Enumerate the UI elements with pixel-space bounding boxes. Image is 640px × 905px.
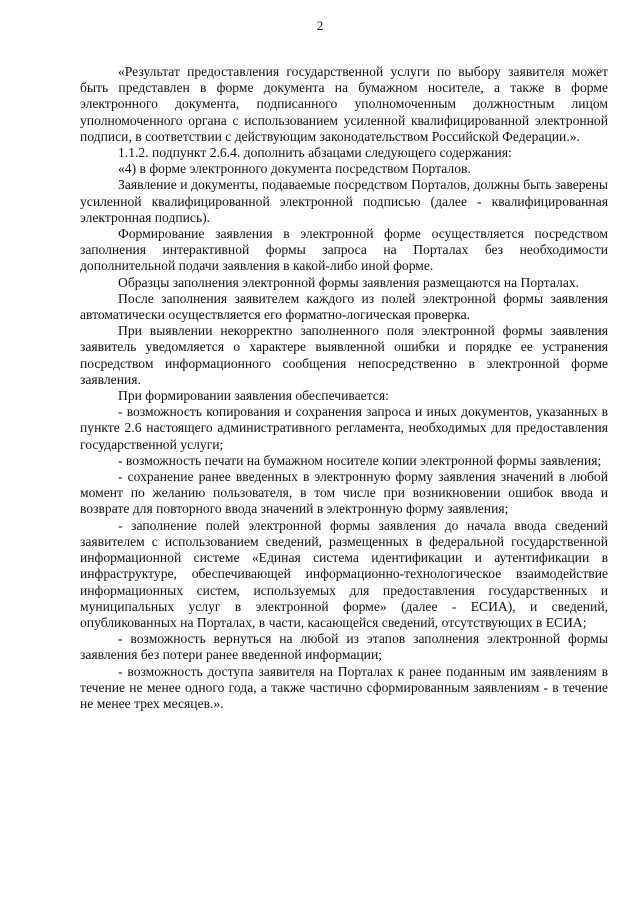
paragraph-signature-requirement: Заявление и документы, подаваемые посредством Порталов, должны быть заверены усиленной квалифицированной электронной подписью (далее - квалифицированная электронная подпись). <box>80 177 608 225</box>
paragraph-format-check: После заполнения заявителем каждого из полей электронной формы заявления автоматически осуществляется его форматно-логическая проверка. <box>80 290 608 323</box>
paragraph-amendment-intro: 1.1.2. подпункт 2.6.4. дополнить абзацами следующего содержания: <box>118 145 512 161</box>
document-body <box>80 64 608 712</box>
paragraph-provided-features: При формировании заявления обеспечивается: <box>118 388 389 404</box>
list-item-return-step: - возможность вернуться на любой из этапов заполнения электронной формы заявления без потери ранее введенной информации; <box>80 631 608 663</box>
list-item-copy-save: - возможность копирования и сохранения запроса и иных документов, указанных в пункте 2.6 настоящего административного регламента, необходимых для предоставления государственной услуги; <box>80 404 608 452</box>
list-item-print: - возможность печати на бумажном носителе копии электронной формы заявления; <box>118 452 602 468</box>
paragraph-item-4: «4) в форме электронного документа посредством Порталов. <box>118 161 471 177</box>
paragraph-samples: Образцы заполнения электронной формы заявления размещаются на Порталах. <box>118 274 580 290</box>
list-item-save-values: - сохранение ранее введенных в электронную форму заявления значений в любой момент по желанию пользователя, в том числе при возникновении ошибок ввода и возврате для повторного ввода значений в электронную форму заявления; <box>80 469 608 517</box>
list-item-prefill-esia: - заполнение полей электронной формы заявления до начала ввода сведений заявителем с использованием сведений, размещенных в федеральной государственной информационной системе «Единая система идентификации и аутентификации в инфраструктуре, обеспечивающей информационно-технологическое взаимодействие информационных систем, используемых для предоставления государственных и муниципальных услуг в электронной форме» (далее - ЕСИА), и сведений, опубликованных на Порталах, в части, касающейся сведений, отсутствующих в ЕСИА; <box>80 517 608 630</box>
list-item-access-history: - возможность доступа заявителя на Порталах к ранее поданным им заявлениям в течение не менее одного года, а также частично сформированным заявлениям - в течение не менее трех месяцев.». <box>80 663 608 711</box>
page-number: 2 <box>316 18 324 33</box>
paragraph-electronic-form: Формирование заявления в электронной форме осуществляется посредством заполнения интерактивной формы запроса на Порталах без необходимости дополнительной подачи заявления в какой-либо иной форме. <box>80 226 608 274</box>
paragraph-error-notice: При выявлении некорректно заполненного поля электронной формы заявления заявитель уведомляется о характере выявленной ошибки и порядке ее устранения посредством информационного сообщения непосредственно в электронной форме заявления. <box>80 323 608 387</box>
paragraph-result-clause: «Результат предоставления государственной услуги по выбору заявителя может быть представлен в форме документа на бумажном носителе, а также в форме электронного документа, подписанного уполномоченным должностным лицом уполномоченного органа с использованием усиленной квалифицированной электронной подписи, в соответствии с действующим законодательством Российской Федерации.». <box>80 64 608 144</box>
